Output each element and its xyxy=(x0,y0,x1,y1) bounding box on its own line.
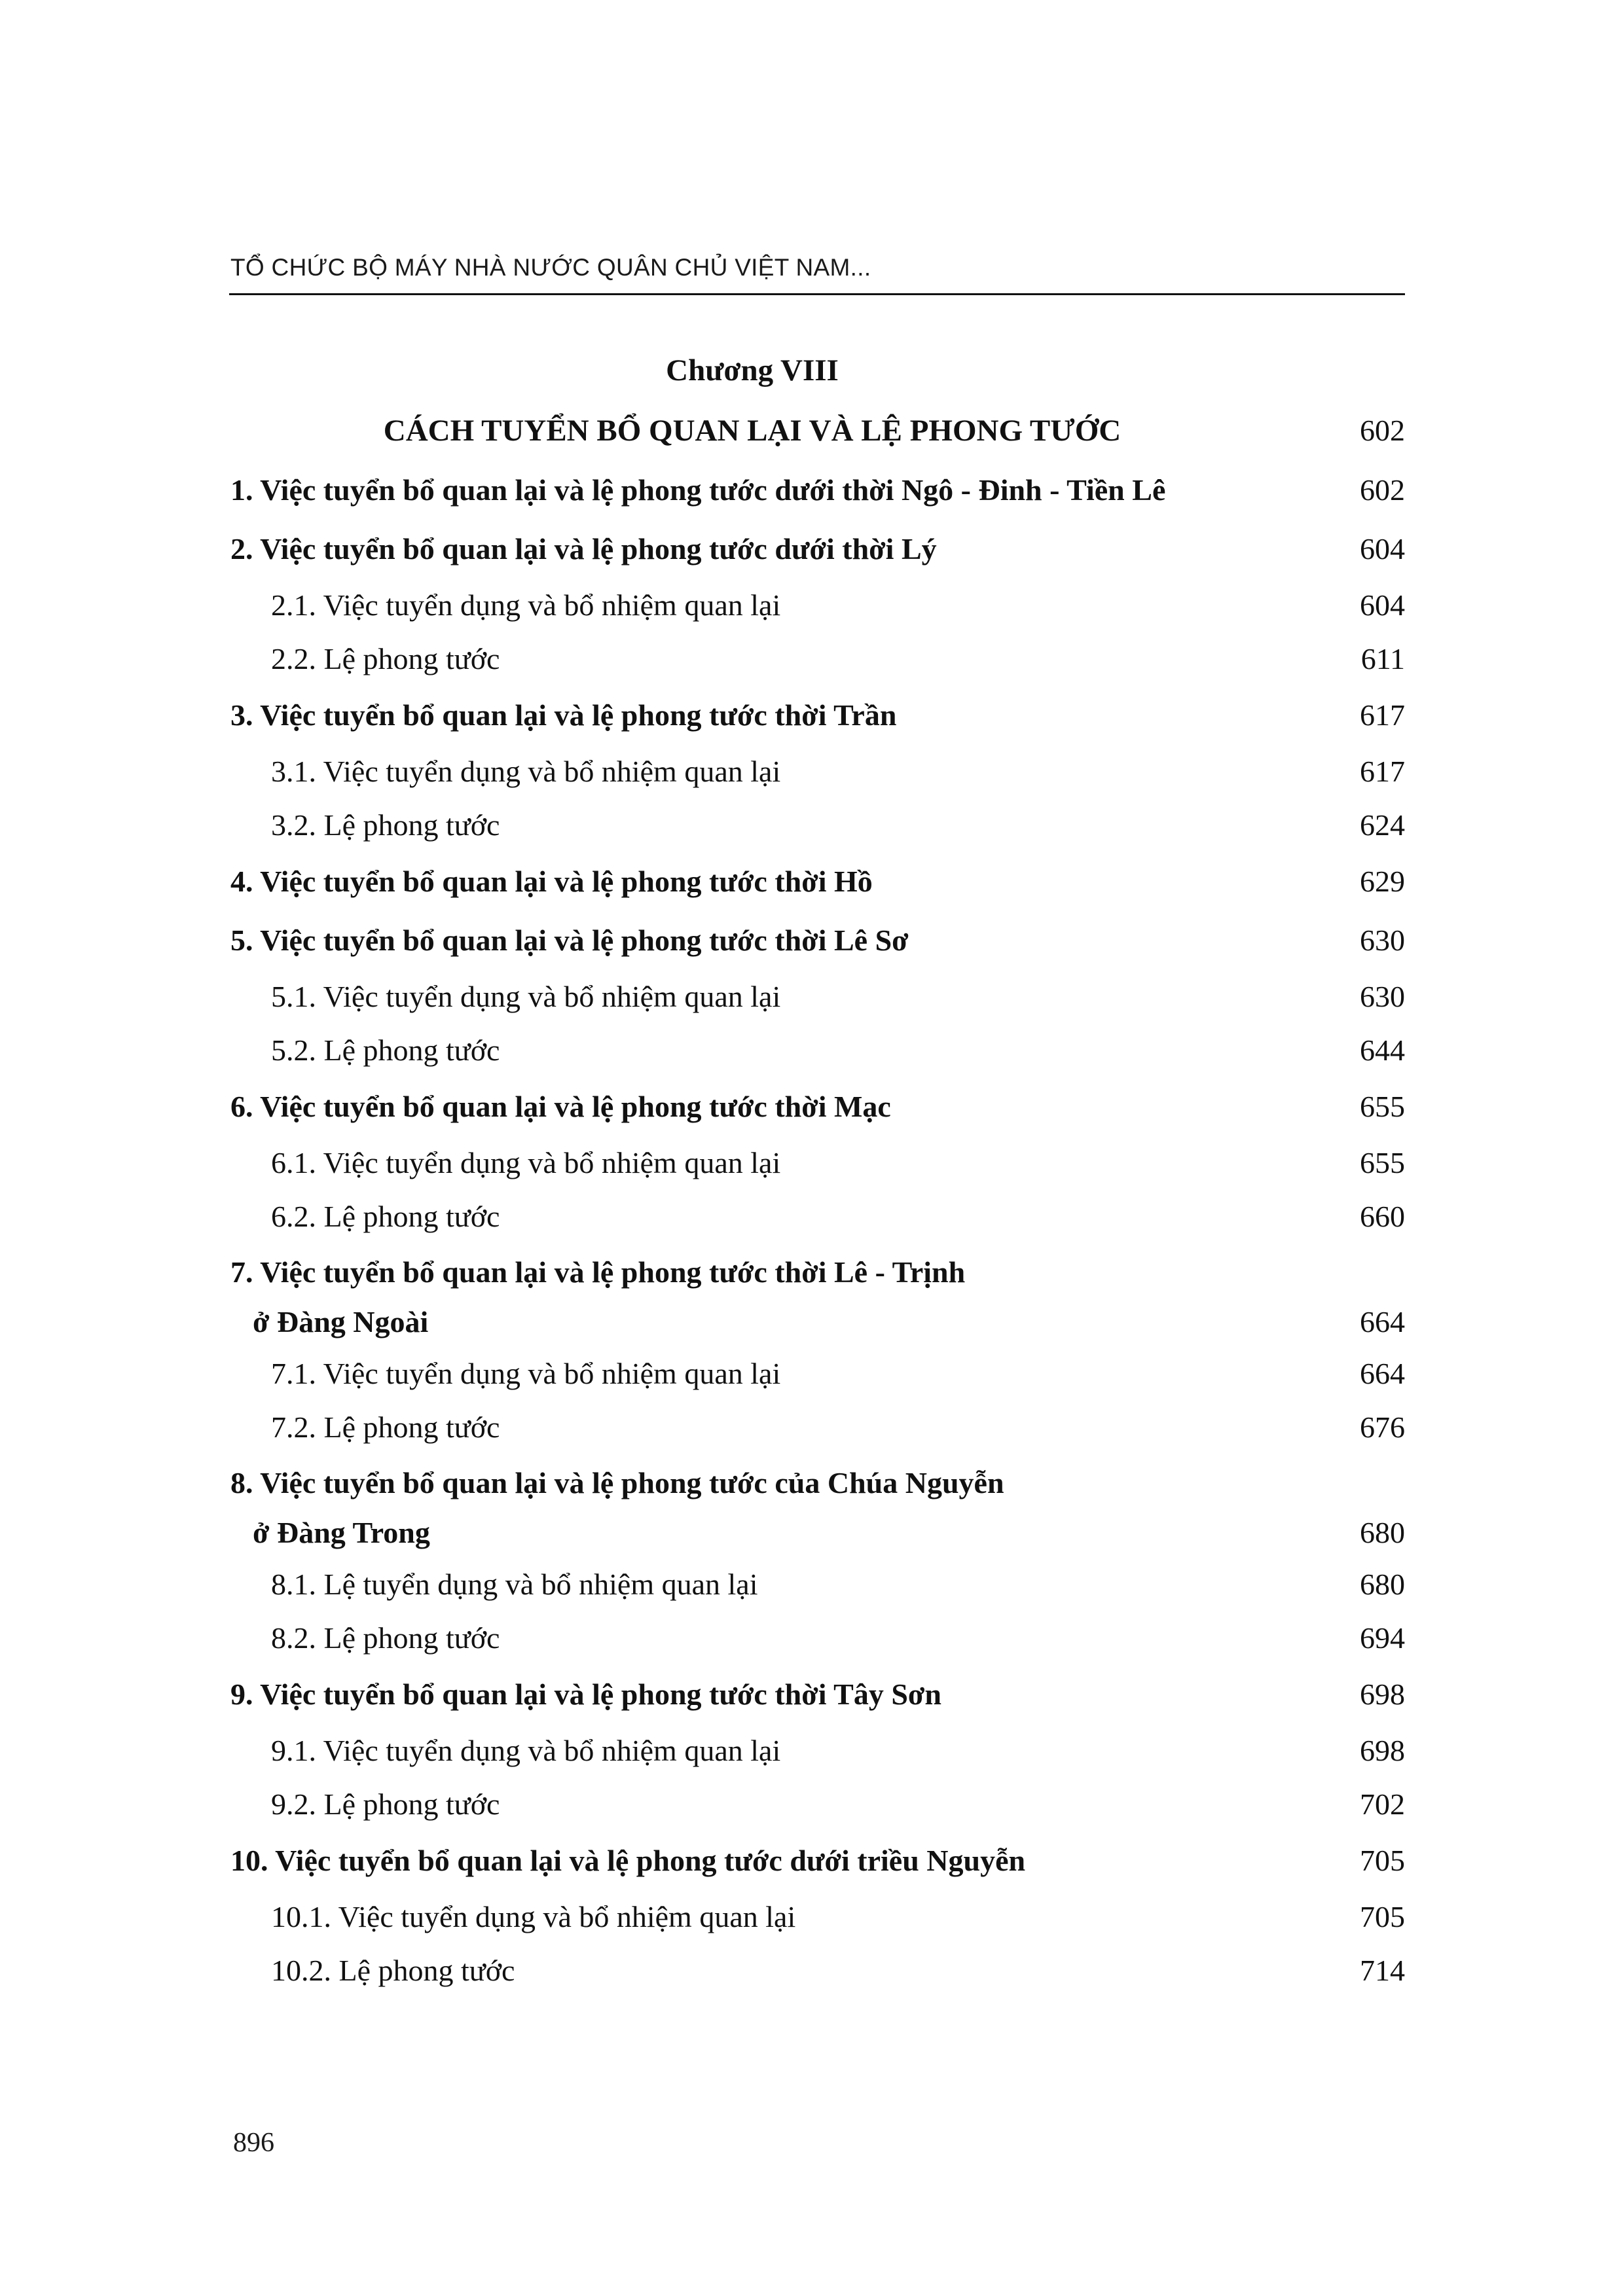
toc-section xyxy=(230,1454,1405,1558)
toc-section xyxy=(230,1077,1405,1136)
page-number: 896 xyxy=(233,2128,274,2158)
toc-subsection-title: 3.1. Việc tuyển dụng và bổ nhiệm quan lại xyxy=(271,755,781,788)
chapter-title: CÁCH TUYỂN BỔ QUAN LẠI VÀ LỆ PHONG TƯỚC xyxy=(383,414,1122,448)
toc-subsection xyxy=(230,745,1405,798)
toc-subsection xyxy=(230,1024,1405,1077)
toc-subsection-title: 2.1. Việc tuyển dụng và bổ nhiệm quan lại xyxy=(271,588,781,622)
table-of-contents xyxy=(230,340,1405,1998)
toc-page-number: 629 xyxy=(1360,865,1405,898)
chapter-title-row xyxy=(230,401,1405,461)
toc-subsection-title: 7.1. Việc tuyển dụng và bổ nhiệm quan lại xyxy=(271,1357,781,1390)
toc-section-title: 8. Việc tuyển bổ quan lại và lệ phong tước của Chúa Nguyễn xyxy=(230,1466,1004,1499)
toc-section-title-continued: ở Đàng Trong xyxy=(253,1516,430,1549)
toc-subsection-title: 6.2. Lệ phong tước xyxy=(271,1200,500,1233)
chapter-page-cell xyxy=(1274,401,1405,461)
toc-section-title-continued: ở Đàng Ngoài xyxy=(253,1305,429,1338)
toc-subsection-title: 7.2. Lệ phong tước xyxy=(271,1410,500,1444)
toc-page-number: 617 xyxy=(1360,755,1405,788)
toc-page-number: 705 xyxy=(1360,1900,1405,1933)
toc-subsection-title: 8.1. Lệ tuyển dụng và bổ nhiệm quan lại xyxy=(271,1568,758,1601)
toc-section-title: 2. Việc tuyển bổ quan lại và lệ phong tước dưới thời Lý xyxy=(230,532,937,565)
toc-page-number: 676 xyxy=(1360,1410,1405,1444)
toc-page-number: 698 xyxy=(1360,1677,1405,1711)
toc-subsection xyxy=(230,798,1405,852)
toc-page-number: 611 xyxy=(1360,642,1405,675)
toc-subsection-title: 8.2. Lệ phong tước xyxy=(271,1621,500,1655)
toc-section-title: 9. Việc tuyển bổ quan lại và lệ phong tước thời Tây Sơn xyxy=(230,1677,941,1711)
toc-page-number: 680 xyxy=(1360,1568,1405,1601)
toc-section xyxy=(230,911,1405,970)
toc-section-title: 5. Việc tuyển bổ quan lại và lệ phong tước thời Lê Sơ xyxy=(230,924,909,957)
toc-page-number: 630 xyxy=(1360,980,1405,1013)
toc-subsection xyxy=(230,1136,1405,1190)
toc-subsection-title: 6.1. Việc tuyển dụng và bổ nhiệm quan lại xyxy=(271,1146,781,1179)
toc-page-number: 702 xyxy=(1360,1787,1405,1821)
toc-page-number: 630 xyxy=(1360,924,1405,957)
toc-subsection-title: 10.2. Lệ phong tước xyxy=(271,1954,515,1987)
toc-page-number: 705 xyxy=(1360,1844,1405,1877)
toc-subsection-title: 5.1. Việc tuyển dụng và bổ nhiệm quan lại xyxy=(271,980,781,1013)
toc-subsection xyxy=(230,1890,1405,1944)
toc-page-number: 604 xyxy=(1360,588,1405,622)
toc-page-number: 624 xyxy=(1360,808,1405,842)
toc-page-number: 602 xyxy=(1360,473,1405,507)
toc-page-number: 664 xyxy=(1360,1357,1405,1390)
toc-subsection xyxy=(230,970,1405,1024)
toc-subsection xyxy=(230,1944,1405,1998)
toc-section-title: 3. Việc tuyển bổ quan lại và lệ phong tước thời Trần xyxy=(230,698,897,732)
toc-subsection-title: 9.1. Việc tuyển dụng và bổ nhiệm quan lại xyxy=(271,1734,781,1767)
toc-section xyxy=(230,1665,1405,1724)
toc-section-title: 4. Việc tuyển bổ quan lại và lệ phong tước thời Hồ xyxy=(230,865,873,898)
toc-subsection xyxy=(230,1724,1405,1778)
toc-subsection xyxy=(230,1401,1405,1454)
chapter-page-number: 602 xyxy=(1360,414,1405,447)
toc-page-number: 714 xyxy=(1360,1954,1405,1987)
toc-section-title: 7. Việc tuyển bổ quan lại và lệ phong tước thời Lê - Trịnh xyxy=(230,1255,966,1289)
toc-page-number: 604 xyxy=(1360,532,1405,565)
toc-section xyxy=(230,852,1405,911)
toc-section-title: 1. Việc tuyển bổ quan lại và lệ phong tước dưới thời Ngô - Đinh - Tiền Lê xyxy=(230,473,1166,507)
toc-section xyxy=(230,1831,1405,1890)
toc-section-title: 10. Việc tuyển bổ quan lại và lệ phong tước dưới triều Nguyễn xyxy=(230,1844,1026,1877)
toc-subsection-title: 3.2. Lệ phong tước xyxy=(271,808,500,842)
toc-page-number: 680 xyxy=(1360,1516,1405,1549)
running-head: TỔ CHỨC BỘ MÁY NHÀ NƯỚC QUÂN CHỦ VIỆT NAM... xyxy=(230,254,871,281)
toc-page-number: 655 xyxy=(1360,1146,1405,1179)
toc-section xyxy=(230,1244,1405,1347)
toc-page-number: 644 xyxy=(1360,1033,1405,1067)
toc-subsection-title: 10.1. Việc tuyển dụng và bổ nhiệm quan lại xyxy=(271,1900,796,1933)
header-rule xyxy=(229,293,1405,295)
toc-subsection xyxy=(230,632,1405,686)
toc-page-number: 664 xyxy=(1360,1305,1405,1338)
toc-subsection xyxy=(230,1611,1405,1665)
toc-page-number: 617 xyxy=(1360,698,1405,732)
toc-section xyxy=(230,686,1405,745)
toc-page-number: 694 xyxy=(1360,1621,1405,1655)
toc-subsection-title: 5.2. Lệ phong tước xyxy=(271,1033,500,1067)
toc-page-number: 655 xyxy=(1360,1090,1405,1123)
toc-subsection xyxy=(230,1347,1405,1401)
chapter-label: Chương VIII xyxy=(666,353,839,387)
toc-subsection-title: 2.2. Lệ phong tước xyxy=(271,642,500,675)
toc-section xyxy=(230,520,1405,579)
toc-subsection xyxy=(230,1778,1405,1831)
toc-subsection xyxy=(230,579,1405,632)
toc-section-title: 6. Việc tuyển bổ quan lại và lệ phong tước thời Mạc xyxy=(230,1090,891,1123)
toc-page-number: 698 xyxy=(1360,1734,1405,1767)
toc-page-number: 660 xyxy=(1360,1200,1405,1233)
toc-section xyxy=(230,461,1405,520)
toc-subsection-title: 9.2. Lệ phong tước xyxy=(271,1787,500,1821)
toc-subsection xyxy=(230,1190,1405,1244)
toc-subsection xyxy=(230,1558,1405,1611)
